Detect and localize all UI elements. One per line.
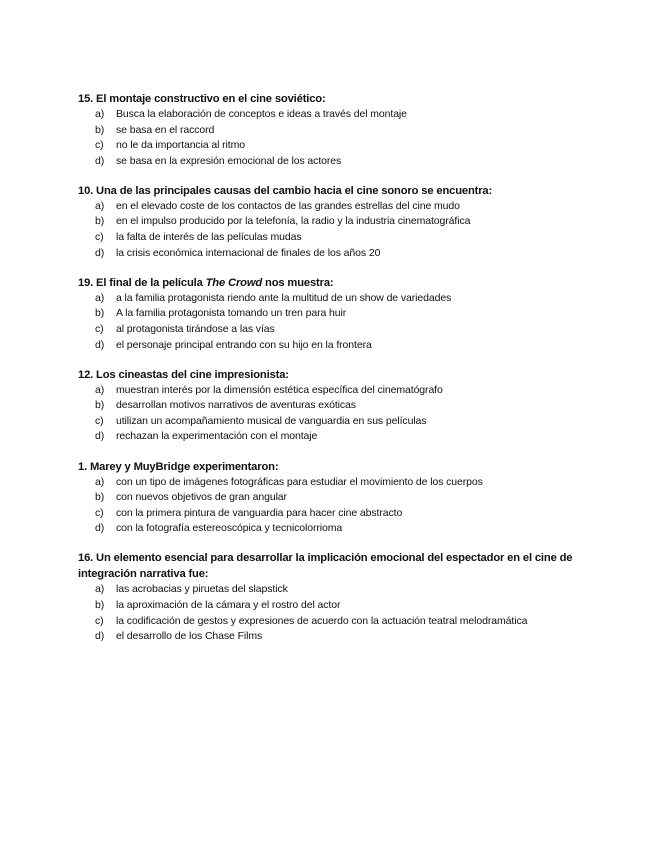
question-16 <box>78 550 578 644</box>
option-letter: a) <box>95 383 105 396</box>
option-c <box>78 322 578 338</box>
question-title-text: 12. Los cineastas del cine impresionista: <box>78 368 289 381</box>
option-a <box>78 475 578 491</box>
option-letter: d) <box>95 246 105 259</box>
option-d <box>78 246 578 262</box>
option-list <box>78 107 578 169</box>
option-text: rechazan la experimentación con el montaje <box>116 430 318 443</box>
option-a <box>78 582 578 598</box>
option-list <box>78 383 578 445</box>
option-letter: a) <box>95 583 105 596</box>
question-1 <box>78 459 578 537</box>
question-title-text-end: nos muestra: <box>262 276 334 289</box>
option-d <box>78 521 578 537</box>
question-title <box>78 275 578 291</box>
option-a <box>78 291 578 307</box>
option-list <box>78 582 578 644</box>
option-letter: d) <box>95 154 105 167</box>
option-letter: a) <box>95 291 105 304</box>
option-text: se basa en la expresión emocional de los actores <box>116 154 342 167</box>
option-text: con nuevos objetivos de gran angular <box>116 491 287 504</box>
option-text: al protagonista tirándose a las vías <box>116 322 275 335</box>
option-b <box>78 490 578 506</box>
option-text: con la fotografía estereoscópica y tecnicolorrioma <box>116 522 343 535</box>
option-letter: a) <box>95 199 105 212</box>
option-c <box>78 506 578 522</box>
option-b <box>78 123 578 139</box>
question-10 <box>78 183 578 261</box>
question-title <box>78 550 578 582</box>
option-text: muestran interés por la dimensión estética específica del cinematógrafo <box>116 383 443 396</box>
option-c <box>78 414 578 430</box>
question-title-text: 19. El final de la película <box>78 276 206 289</box>
question-title-text: 15. El montaje constructivo en el cine soviético: <box>78 93 326 105</box>
option-letter: d) <box>95 338 105 351</box>
option-list <box>78 475 578 537</box>
option-letter: c) <box>95 231 104 244</box>
option-letter: d) <box>95 522 105 535</box>
option-a <box>78 383 578 399</box>
option-a <box>78 107 578 123</box>
question-12 <box>78 367 578 445</box>
option-list <box>78 199 578 261</box>
option-letter: a) <box>95 108 105 120</box>
option-d <box>78 338 578 354</box>
option-text: las acrobacias y piruetas del slapstick <box>116 583 288 596</box>
question-title <box>78 183 578 199</box>
option-text: con la primera pintura de vanguardia para hacer cine abstracto <box>116 506 403 519</box>
option-text: la crisis económica internacional de finales de los años 20 <box>116 246 381 259</box>
option-text: la falta de interés de las películas mudas <box>116 231 302 244</box>
question-title <box>78 459 578 475</box>
option-letter: b) <box>95 215 105 228</box>
option-letter: a) <box>95 475 105 488</box>
option-letter: c) <box>95 139 104 152</box>
option-letter: b) <box>95 123 105 136</box>
option-letter: c) <box>95 614 104 627</box>
option-b <box>78 398 578 414</box>
option-text: en el impulso producido por la telefonía, la radio y la industria cinematográfica <box>116 215 471 228</box>
option-text: el personaje principal entrando con su hijo en la frontera <box>116 338 372 351</box>
option-c <box>78 614 578 630</box>
option-letter: c) <box>95 414 104 427</box>
option-letter: b) <box>95 307 105 320</box>
option-text: con un tipo de imágenes fotográficas para estudiar el movimiento de los cuerpos <box>116 475 483 488</box>
option-letter: c) <box>95 322 104 335</box>
question-list <box>78 91 578 658</box>
option-text: no le da importancia al ritmo <box>116 139 245 152</box>
option-b <box>78 214 578 230</box>
option-text: desarrollan motivos narrativos de aventuras exóticas <box>116 399 356 412</box>
option-letter: b) <box>95 399 105 412</box>
question-title-text: 16. Un elemento esencial para desarrollar la implicación emocional del espectador en el cine de integración narrativa fue: <box>78 552 573 581</box>
option-b <box>78 306 578 322</box>
question-19 <box>78 275 578 353</box>
question-title <box>78 367 578 383</box>
option-text: A la familia protagonista tomando un tren para huir <box>116 307 347 320</box>
option-text: en el elevado coste de los contactos de las grandes estrellas del cine mudo <box>116 199 460 212</box>
option-text: el desarrollo de los Chase Films <box>116 630 263 643</box>
option-text: la aproximación de la cámara y el rostro del actor <box>116 598 341 611</box>
option-c <box>78 138 578 154</box>
option-text: utilizan un acompañamiento musical de vanguardia en sus películas <box>116 414 427 427</box>
option-d <box>78 629 578 645</box>
option-text: a la familia protagonista riendo ante la multitud de un show de variedades <box>116 291 452 304</box>
option-text: la codificación de gestos y expresiones de acuerdo con la actuación teatral melodramática <box>116 614 528 627</box>
option-b <box>78 598 578 614</box>
option-letter: d) <box>95 430 105 443</box>
film-title: The Crowd <box>205 276 263 289</box>
option-c <box>78 230 578 246</box>
option-letter: b) <box>95 598 105 611</box>
question-15 <box>78 91 578 169</box>
option-letter: c) <box>95 506 104 519</box>
question-title-text: 10. Una de las principales causas del cambio hacia el cine sonoro se encuentra: <box>78 184 493 197</box>
option-list <box>78 291 578 353</box>
option-text: se basa en el raccord <box>116 123 215 136</box>
option-d <box>78 429 578 445</box>
option-text: Busca la elaboración de conceptos e ideas a través del montaje <box>116 108 407 120</box>
question-title-text: 1. Marey y MuyBridge experimentaron: <box>78 460 279 473</box>
option-letter: b) <box>95 491 105 504</box>
question-title <box>78 91 578 107</box>
option-a <box>78 199 578 215</box>
option-d <box>78 154 578 170</box>
option-letter: d) <box>95 630 105 643</box>
